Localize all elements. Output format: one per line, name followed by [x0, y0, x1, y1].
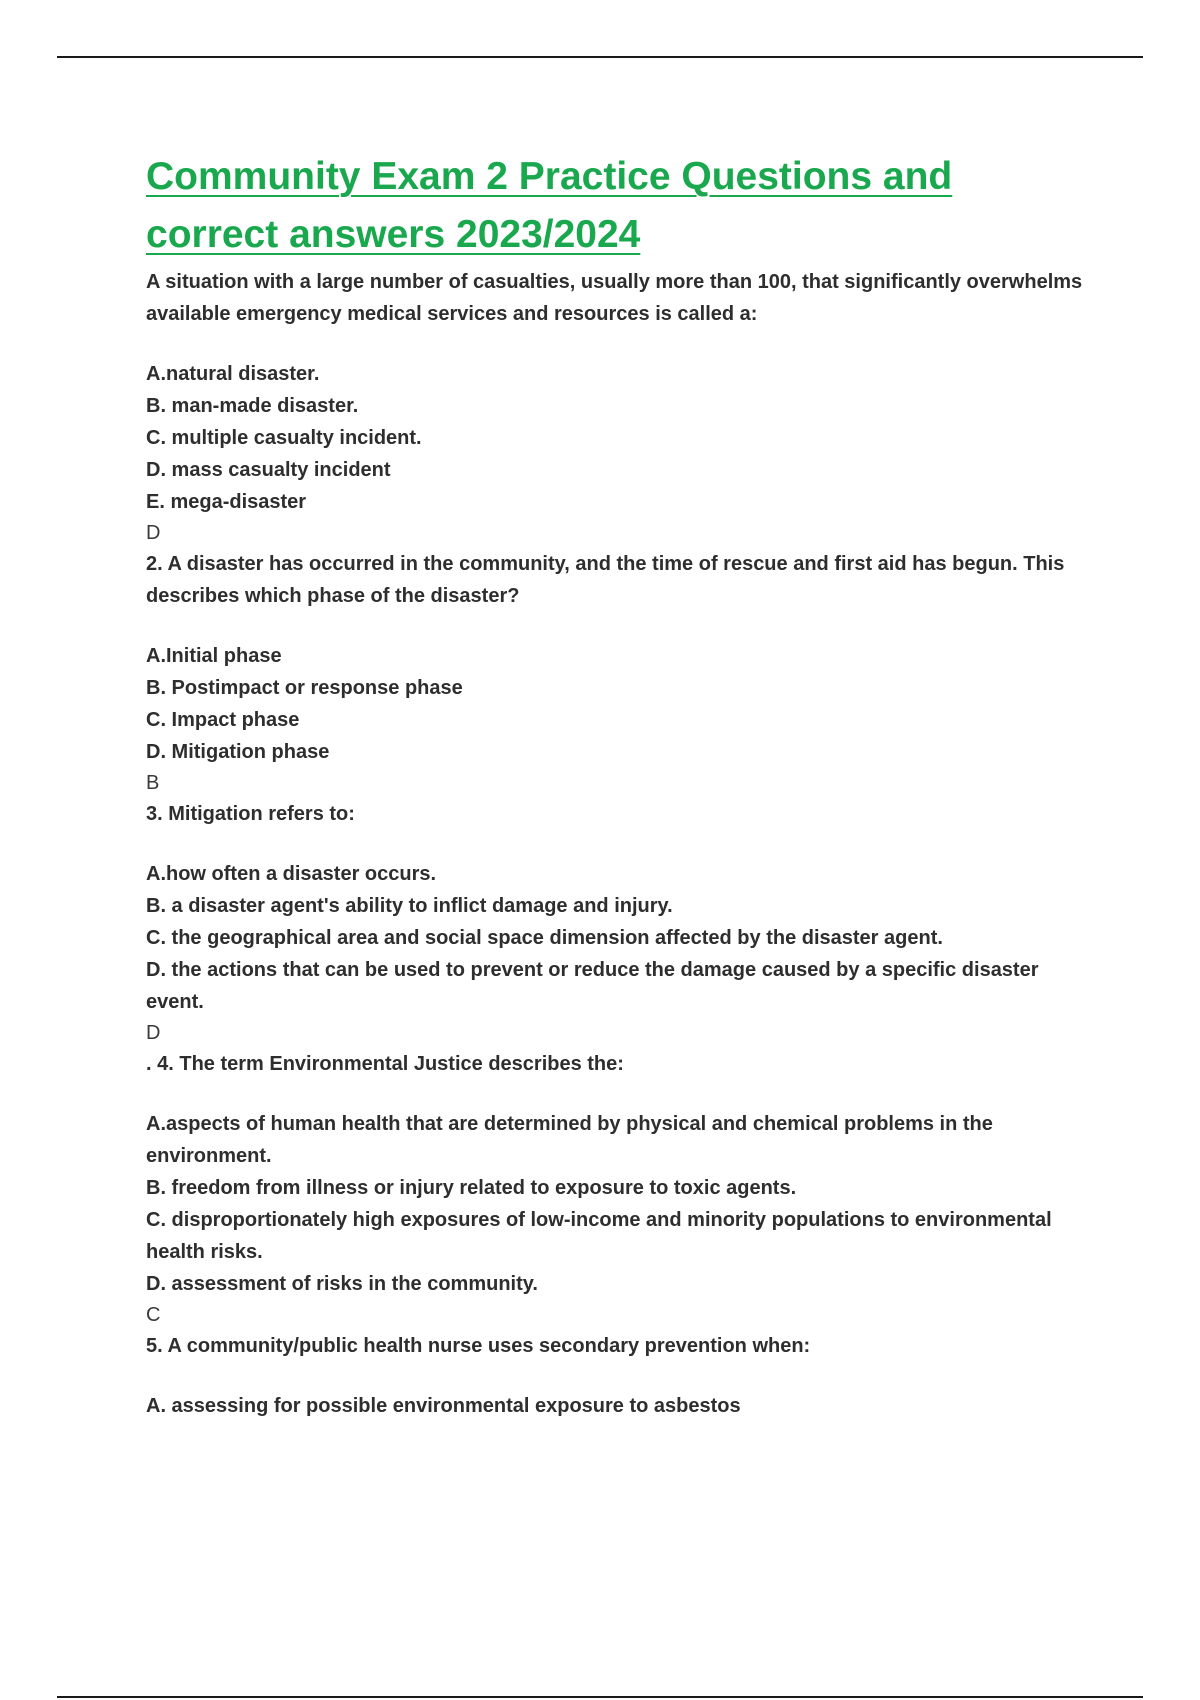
option-c: C. the geographical area and social space dimension affected by the disaster agent.: [146, 927, 943, 949]
option-c: C. disproportionately high exposures of low-income and minority populations to environmental health risks.: [146, 1209, 1052, 1263]
option-e: E. mega-disaster: [146, 491, 307, 513]
question-block: [146, 266, 1086, 548]
question-block: [146, 798, 1086, 1048]
answer: D: [146, 522, 161, 544]
option-a: A.Initial phase: [146, 645, 282, 667]
option-d: D. the actions that can be used to prevent or reduce the damage caused by a specific disaster event.: [146, 959, 1039, 1013]
option-a: A.how often a disaster occurs.: [146, 863, 437, 885]
document-title: Community Exam 2 Practice Questions and correct answers 2023/2024: [146, 155, 953, 256]
option-b: B. Postimpact or response phase: [146, 677, 463, 699]
top-rule: [57, 56, 1143, 58]
options-list: [146, 640, 1086, 768]
question-block: [146, 1048, 1086, 1330]
option-b: B. freedom from illness or injury related to exposure to toxic agents.: [146, 1177, 797, 1199]
option-c: C. multiple casualty incident.: [146, 427, 422, 449]
question-block: [146, 1330, 1086, 1422]
answer: B: [146, 772, 160, 794]
answer: D: [146, 1022, 161, 1044]
option-d: D. assessment of risks in the community.: [146, 1273, 538, 1295]
option-c: C. Impact phase: [146, 709, 300, 731]
answer: C: [146, 1304, 161, 1326]
question-block: [146, 548, 1086, 798]
question-text: 2. A disaster has occurred in the community, and the time of rescue and first aid has begun. This describes which phase of the disaster?: [146, 553, 1065, 607]
question-text: A situation with a large number of casualties, usually more than 100, that significantly overwhelms available emergency medical services and resources is called a:: [146, 271, 1083, 325]
options-list: [146, 1390, 1086, 1422]
option-b: B. man-made disaster.: [146, 395, 359, 417]
option-b: B. a disaster agent's ability to inflict damage and injury.: [146, 895, 673, 917]
question-text: 5. A community/public health nurse uses secondary prevention when:: [146, 1335, 811, 1357]
options-list: [146, 1108, 1086, 1300]
options-list: [146, 858, 1086, 1018]
option-a: A.natural disaster.: [146, 363, 320, 385]
document-body: [146, 148, 1086, 1422]
question-text: 3. Mitigation refers to:: [146, 803, 355, 825]
option-a: A. assessing for possible environmental exposure to asbestos: [146, 1395, 741, 1417]
option-d: D. Mitigation phase: [146, 741, 330, 763]
question-text: . 4. The term Environmental Justice describes the:: [146, 1053, 624, 1075]
option-a: A.aspects of human health that are determined by physical and chemical problems in the environment.: [146, 1113, 993, 1167]
options-list: [146, 358, 1086, 518]
bottom-rule: [57, 1696, 1143, 1698]
option-d: D. mass casualty incident: [146, 459, 391, 481]
